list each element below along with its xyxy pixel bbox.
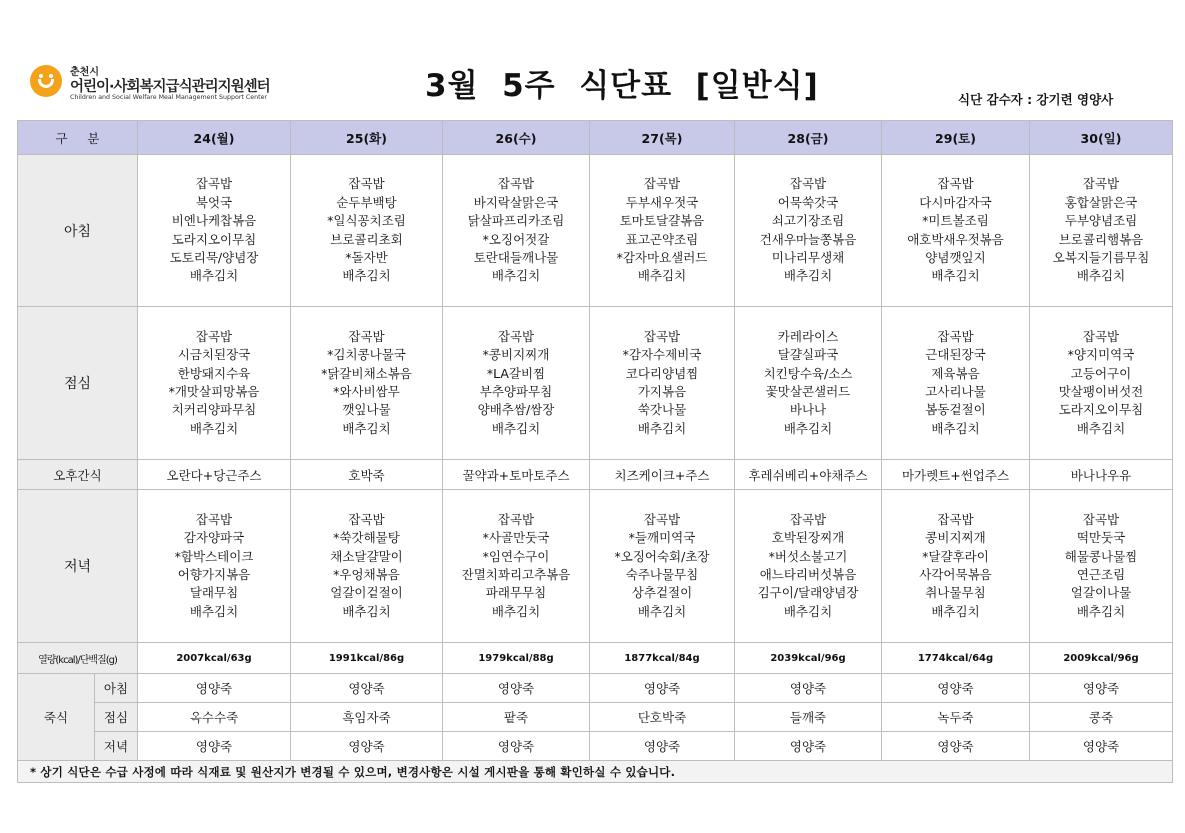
meal-plan-table [17, 120, 1173, 783]
dinner-label: 저녁 [18, 490, 138, 643]
day-header: 24(월) [138, 121, 291, 155]
porridge-lunch: 들깨죽 [735, 703, 882, 732]
porridge-dinner-row [18, 732, 1173, 761]
nutrition-value: 2007kcal/63g [138, 643, 291, 674]
porridge-breakfast: 영양죽 [443, 674, 590, 703]
lunch-label: 점심 [18, 307, 138, 460]
porridge-dinner-label: 저녁 [95, 732, 138, 761]
lunch-menu: 잡곡밥 *콩비지찌개 *LA갈비찜 부추양파무침 양배추쌈/쌈장 배추김치 [443, 307, 590, 460]
porridge-lunch: 콩죽 [1030, 703, 1173, 732]
nutrition-row [18, 643, 1173, 674]
porridge-lunch: 흑임자죽 [291, 703, 443, 732]
snack-menu: 꿀약과+토마토주스 [443, 460, 590, 490]
nutrition-value: 1979kcal/88g [443, 643, 590, 674]
logo-city: 춘천시 [70, 67, 99, 78]
day-header: 30(일) [1030, 121, 1173, 155]
porridge-breakfast-label: 아침 [95, 674, 138, 703]
lunch-menu: 잡곡밥 *김치콩나물국 *닭갈비채소볶음 *와사비쌈무 깻잎나물 배추김치 [291, 307, 443, 460]
nutrition-value: 1774kcal/64g [882, 643, 1030, 674]
snack-label: 오후간식 [18, 460, 138, 490]
dinner-menu: 잡곡밥 호박된장찌개 *버섯소불고기 애느타리버섯볶음 김구이/달래양념장 배추김치 [735, 490, 882, 643]
lunch-menu: 잡곡밥 근대된장국 제육볶음 고사리나물 봄동겉절이 배추김치 [882, 307, 1030, 460]
dinner-menu: 잡곡밥 떡만둣국 해물콩나물찜 연근조림 얼갈이나물 배추김치 [1030, 490, 1173, 643]
snack-menu: 바나나우유 [1030, 460, 1173, 490]
lunch-menu: 잡곡밥 *감자수제비국 코다리양념찜 가지볶음 쑥갓나물 배추김치 [590, 307, 735, 460]
breakfast-menu: 잡곡밥 홍합살맑은국 두부양념조림 브로콜리햄볶음 오복지들기름무침 배추김치 [1030, 155, 1173, 307]
nutrition-value: 1991kcal/86g [291, 643, 443, 674]
day-header: 26(수) [443, 121, 590, 155]
porridge-label: 죽식 [18, 674, 95, 761]
snack-menu: 마가렛트+썬업주스 [882, 460, 1030, 490]
porridge-dinner: 영양죽 [291, 732, 443, 761]
breakfast-row [18, 155, 1173, 307]
porridge-breakfast: 영양죽 [735, 674, 882, 703]
porridge-dinner: 영양죽 [443, 732, 590, 761]
snack-menu: 오란다+당근주스 [138, 460, 291, 490]
snack-menu: 후레쉬베리+야채주스 [735, 460, 882, 490]
nutrition-value: 2039kcal/96g [735, 643, 882, 674]
porridge-breakfast-row [18, 674, 1173, 703]
menu-supervisor: 식단 감수자 : 강기련 영양사 [958, 92, 1114, 107]
porridge-breakfast: 영양죽 [590, 674, 735, 703]
breakfast-menu: 잡곡밥 어묵쑥갓국 쇠고기장조림 건새우마늘쫑볶음 미나리무생채 배추김치 [735, 155, 882, 307]
day-header: 27(목) [590, 121, 735, 155]
breakfast-menu: 잡곡밥 두부새우젓국 토마토달걀볶음 표고곤약조림 *감자마요샐러드 배추김치 [590, 155, 735, 307]
dinner-row [18, 490, 1173, 643]
dinner-menu: 잡곡밥 *사골만둣국 *임연수구이 잔멸치꽈리고추볶음 파래무무침 배추김치 [443, 490, 590, 643]
breakfast-menu: 잡곡밥 북엇국 비엔나케찹볶음 도라지오이무침 도토리묵/양념장 배추김치 [138, 155, 291, 307]
footnote: * 상기 식단은 수급 사정에 따라 식재료 및 원산지가 변경될 수 있으며, 변경사항은 시설 게시판을 통해 확인하실 수 있습니다. [18, 761, 1173, 783]
lunch-menu: 잡곡밥 시금치된장국 한방돼지수육 *개맛살피망볶음 치커리양파무침 배추김치 [138, 307, 291, 460]
day-header-row [18, 121, 1173, 155]
nutrition-value: 1877kcal/84g [590, 643, 735, 674]
page-title: 3월 5주 식단표 [일반식] [425, 68, 819, 104]
porridge-lunch-label: 점심 [95, 703, 138, 732]
smile-logo-icon [30, 65, 62, 97]
breakfast-menu: 잡곡밥 바지락살맑은국 닭살파프리카조림 *오징어젓갈 토란대들깨나물 배추김치 [443, 155, 590, 307]
breakfast-label: 아침 [18, 155, 138, 307]
lunch-row [18, 307, 1173, 460]
dinner-menu: 잡곡밥 감자양파국 *함박스테이크 어향가지볶음 달래무침 배추김치 [138, 490, 291, 643]
day-header: 29(토) [882, 121, 1030, 155]
porridge-breakfast: 영양죽 [138, 674, 291, 703]
dinner-menu: 잡곡밥 *쑥갓해물탕 채소달걀말이 *우엉채볶음 얼갈이겉절이 배추김치 [291, 490, 443, 643]
porridge-dinner: 영양죽 [590, 732, 735, 761]
snack-row [18, 460, 1173, 490]
dinner-menu: 잡곡밥 *들깨미역국 *오징어숙회/초장 숙주나물무침 상추겉절이 배추김치 [590, 490, 735, 643]
porridge-lunch: 옥수수죽 [138, 703, 291, 732]
dinner-menu: 잡곡밥 콩비지찌개 *달걀후라이 사각어묵볶음 취나물무침 배추김치 [882, 490, 1030, 643]
nutrition-value: 2009kcal/96g [1030, 643, 1173, 674]
nutrition-label: 열량(kcal)/단백질(g) [18, 643, 138, 674]
snack-menu: 호박죽 [291, 460, 443, 490]
lunch-menu: 잡곡밥 *양지미역국 고등어구이 맛살팽이버섯전 도라지오이무침 배추김치 [1030, 307, 1173, 460]
porridge-dinner: 영양죽 [882, 732, 1030, 761]
porridge-dinner: 영양죽 [735, 732, 882, 761]
day-header: 25(화) [291, 121, 443, 155]
porridge-dinner: 영양죽 [1030, 732, 1173, 761]
porridge-breakfast: 영양죽 [1030, 674, 1173, 703]
porridge-dinner: 영양죽 [138, 732, 291, 761]
logo-name: 어린이·사회복지급식관리지원센터 [70, 79, 270, 95]
snack-menu: 치즈케이크+주스 [590, 460, 735, 490]
porridge-lunch: 단호박죽 [590, 703, 735, 732]
porridge-breakfast: 영양죽 [291, 674, 443, 703]
logo-english-name: Children and Social Welfare Meal Management Support Center [70, 94, 268, 101]
note-row [18, 761, 1173, 783]
porridge-lunch: 팥죽 [443, 703, 590, 732]
porridge-lunch: 녹두죽 [882, 703, 1030, 732]
day-header: 28(금) [735, 121, 882, 155]
lunch-menu: 카레라이스 달걀실파국 치킨탕수육/소스 꽃맛살콘샐러드 바나나 배추김치 [735, 307, 882, 460]
breakfast-menu: 잡곡밥 순두부백탕 *일식꽁치조림 브로콜리초회 *돌자반 배추김치 [291, 155, 443, 307]
porridge-breakfast: 영양죽 [882, 674, 1030, 703]
porridge-lunch-row [18, 703, 1173, 732]
breakfast-menu: 잡곡밥 다시마감자국 *미트볼조림 애호박새우젓볶음 양념깻잎지 배추김치 [882, 155, 1030, 307]
corner-label: 구 분 [18, 121, 138, 155]
